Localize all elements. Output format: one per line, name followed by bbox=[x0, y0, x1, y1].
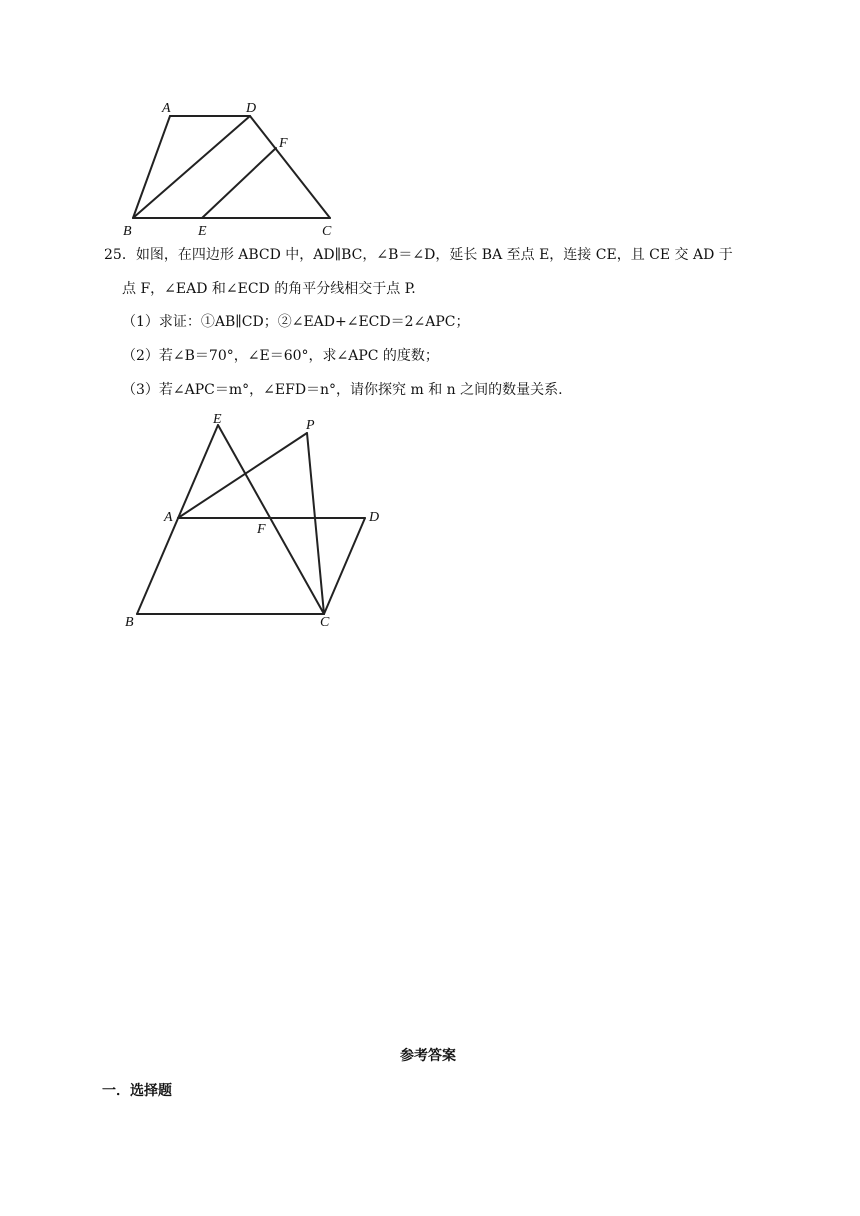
label-e: E bbox=[213, 412, 222, 427]
segment-dc bbox=[324, 518, 365, 614]
section-one-heading: 一．选择题 bbox=[102, 1083, 172, 1099]
problem-25-statement-line2: 点 F，∠EAD 和∠ECD 的角平分线相交于点 P. bbox=[122, 281, 416, 297]
label-a: A bbox=[164, 510, 173, 525]
figure-25-quadrilateral bbox=[122, 407, 384, 629]
label-d: D bbox=[369, 510, 380, 525]
segment-be bbox=[137, 425, 218, 614]
label-p: P bbox=[306, 418, 315, 433]
figure-24-trapezoid bbox=[122, 100, 340, 240]
label-a: A bbox=[162, 101, 171, 116]
problem-25-part1: （1）求证：①AB∥CD；②∠EAD+∠ECD＝2∠APC； bbox=[122, 314, 470, 330]
label-c: C bbox=[320, 615, 330, 629]
answer-heading: 参考答案 bbox=[400, 1048, 456, 1064]
label-f: F bbox=[279, 136, 288, 151]
problem-25-part2: （2）若∠B＝70°，∠E＝60°，求∠APC 的度数； bbox=[122, 348, 439, 364]
segment-dc bbox=[250, 116, 330, 218]
problem-25-part3: （3）若∠APC＝m°，∠EFD＝n°，请你探究 m 和 n 之间的数量关系. bbox=[122, 382, 563, 398]
segment-ef bbox=[202, 148, 276, 218]
label-b: B bbox=[125, 615, 134, 629]
label-d: D bbox=[246, 101, 257, 116]
label-e: E bbox=[198, 224, 207, 239]
label-f: F bbox=[257, 522, 266, 537]
problem-25-statement-line1: 25．如图，在四边形 ABCD 中，AD∥BC，∠B＝∠D，延长 BA 至点 E，连接 CE，且 CE 交 AD 于 bbox=[104, 247, 733, 263]
label-c: C bbox=[322, 224, 332, 239]
label-b: B bbox=[123, 224, 132, 239]
